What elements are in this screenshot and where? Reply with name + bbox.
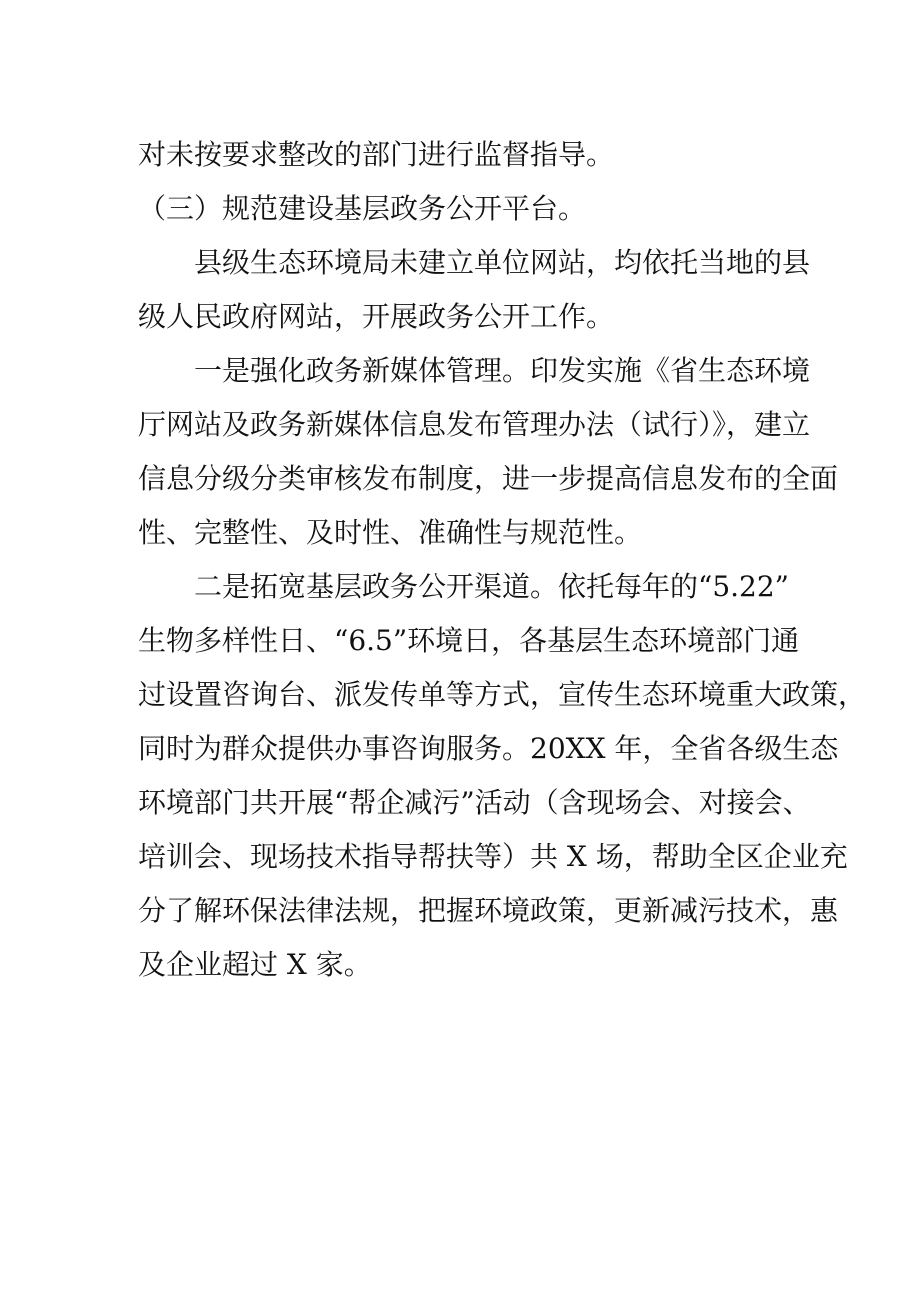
text-line: 信息分级分类审核发布制度，进一步提高信息发布的全面 xyxy=(138,462,839,495)
paragraph-county-websites xyxy=(138,236,811,344)
text-line: 一是强化政务新媒体管理。印发实施《省生态环境 xyxy=(194,354,811,387)
text-line: 生物多样性日、“6.5”环境日，各基层生态环境部门通 xyxy=(138,624,800,657)
document-body xyxy=(138,128,867,992)
text-line: 同时为群众提供办事咨询服务。20XX 年，全省各级生态 xyxy=(138,732,839,765)
text-line: 对未按要求整改的部门进行监督指导。 xyxy=(138,138,615,171)
paragraph-new-media-management xyxy=(138,344,839,560)
text-line: 及企业超过 X 家。 xyxy=(138,948,372,981)
paragraph-grassroots-channels xyxy=(138,560,867,992)
text-line: 性、完整性、及时性、准确性与规范性。 xyxy=(138,516,643,549)
text-line: 环境部门共开展“帮企减污”活动（含现场会、对接会、 xyxy=(138,786,811,819)
text-line: 培训会、现场技术指导帮扶等）共 X 场，帮助全区企业充 xyxy=(138,840,848,873)
text-line: （三）规范建设基层政务公开平台。 xyxy=(138,192,587,225)
text-line: 厅网站及政务新媒体信息发布管理办法（试行）》，建立 xyxy=(138,408,811,441)
text-line: 县级生态环境局未建立单位网站，均依托当地的县 xyxy=(194,246,811,279)
paragraph-continuation xyxy=(138,128,798,182)
text-line: 级人民政府网站，开展政务公开工作。 xyxy=(138,300,615,333)
text-line: 过设置咨询台、派发传单等方式，宣传生态环境重大政策， xyxy=(138,678,867,711)
text-line: 二是拓宽基层政务公开渠道。依托每年的“5.22” xyxy=(194,570,789,603)
section-heading xyxy=(138,182,798,236)
text-line: 分了解环保法律法规，把握环境政策，更新减污技术，惠 xyxy=(138,894,839,927)
